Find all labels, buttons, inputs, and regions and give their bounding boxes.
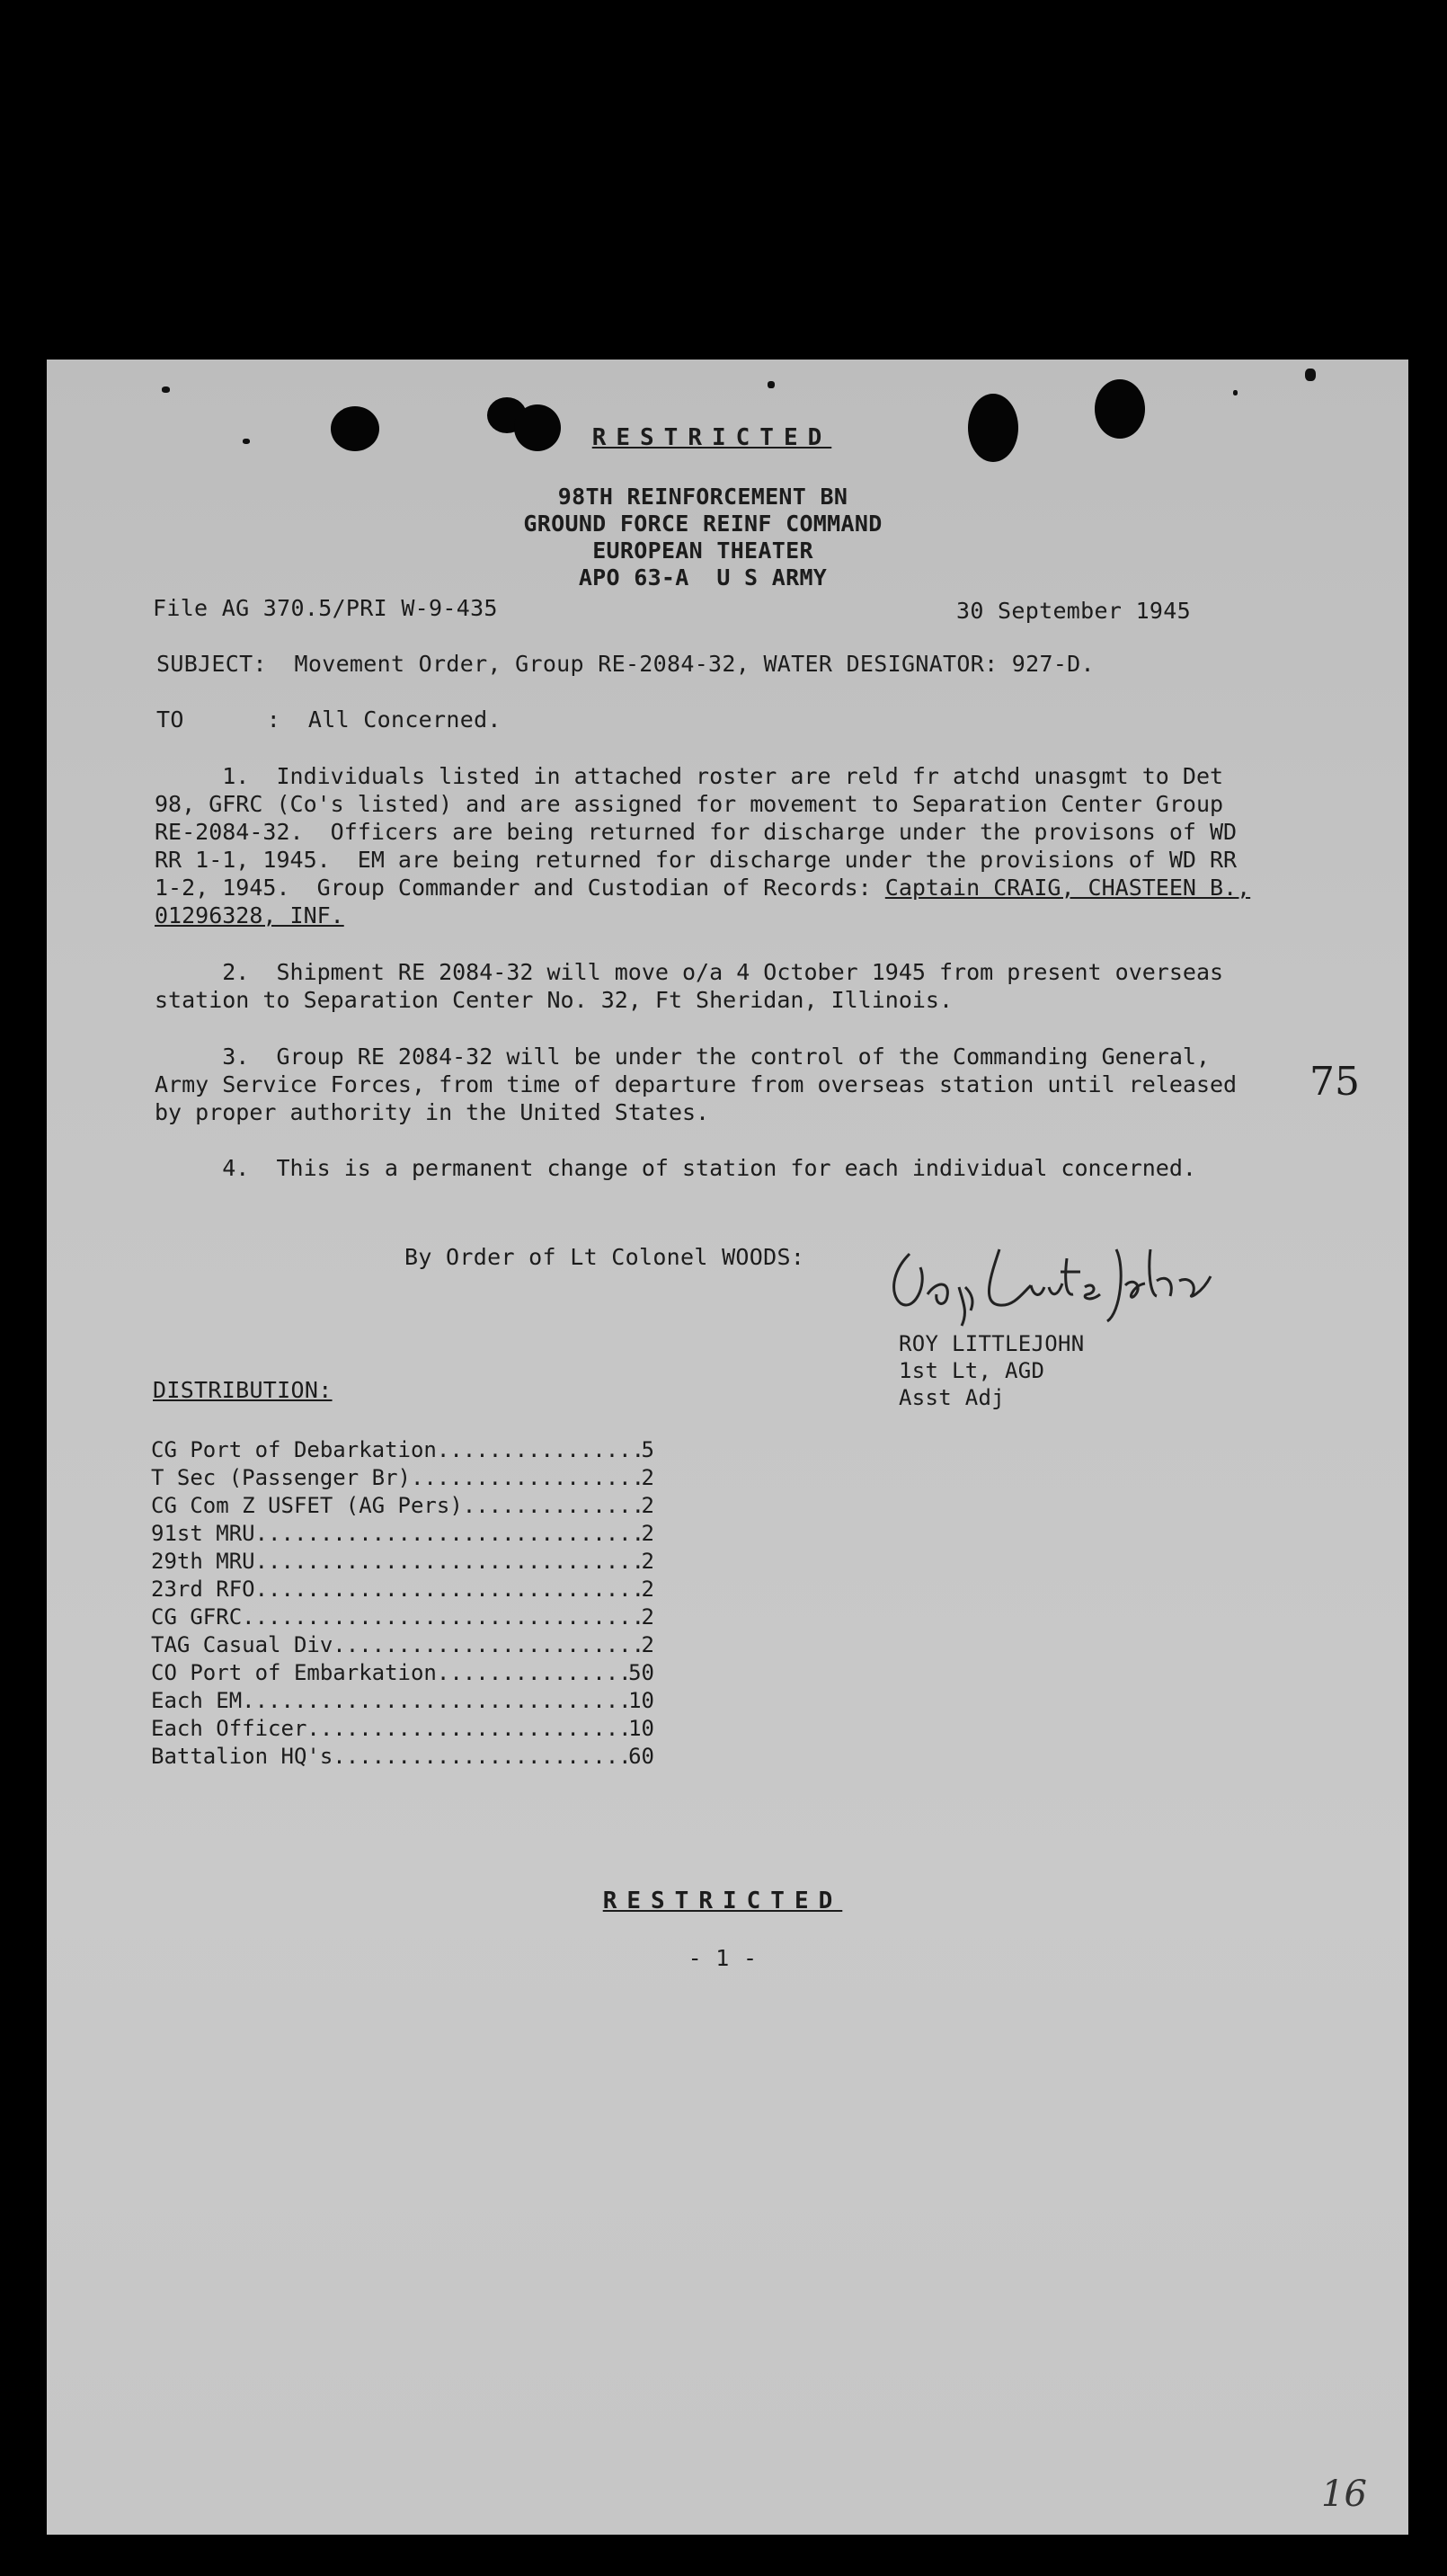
distribution-count: 10	[628, 1688, 654, 1713]
signer-rank: 1st Lt, AGD	[899, 1358, 1045, 1383]
unit-line-4: APO 63-A U S ARMY	[578, 564, 828, 591]
paragraph-3-line: 3. Group RE 2084-32 will be under the control of the Commanding General,	[155, 1044, 1210, 1070]
distribution-row	[151, 1631, 654, 1659]
dot-leader	[255, 1548, 642, 1576]
distribution-row	[151, 1659, 654, 1687]
distribution-row	[151, 1464, 654, 1492]
dot-leader	[437, 1436, 642, 1464]
punch-hole	[968, 394, 1018, 462]
dot-leader	[255, 1576, 642, 1603]
file-reference: File AG 370.5/PRI W-9-435	[153, 595, 498, 621]
distribution-row	[151, 1687, 654, 1715]
distribution-recipient: 23rd RFO	[151, 1577, 255, 1602]
distribution-recipient: Battalion HQ's	[151, 1744, 333, 1769]
distribution-recipient: Each Officer	[151, 1716, 307, 1741]
archive-page-number: 16	[1321, 2474, 1367, 2515]
paragraph-1-text: 1-2, 1945. Group Commander and Custodian of Records:	[155, 875, 885, 901]
paragraph-1-line: 98, GFRC (Co's listed) and are assigned for movement to Separation Center Group	[155, 791, 1224, 817]
paragraph-3-line: by proper authority in the United States.	[155, 1099, 710, 1125]
distribution-row	[151, 1576, 654, 1603]
classification-top: RESTRICTED	[591, 424, 832, 451]
distribution-recipient: 29th MRU	[151, 1549, 255, 1574]
distribution-count: 2	[641, 1549, 654, 1574]
unit-line-1: 98TH REINFORCEMENT BN	[557, 484, 848, 510]
punch-hole	[331, 406, 379, 451]
unit-line-2: GROUND FORCE REINF COMMAND	[523, 511, 883, 537]
distribution-list	[151, 1436, 654, 1771]
speck	[1233, 390, 1238, 395]
distribution-count: 2	[641, 1521, 654, 1546]
distribution-recipient: CO Port of Embarkation	[151, 1660, 437, 1685]
paragraph-4-line: 4. This is a permanent change of station for each individual concerned.	[155, 1155, 1196, 1181]
speck	[243, 439, 250, 444]
distribution-count: 2	[641, 1604, 654, 1630]
to-line: TO : All Concerned.	[156, 706, 502, 733]
distribution-count: 10	[628, 1716, 654, 1741]
signer-title: Asst Adj	[899, 1385, 1005, 1410]
custodian-serial: 01296328, INF.	[155, 902, 344, 928]
dot-leader	[437, 1659, 628, 1687]
speck	[162, 386, 170, 393]
handwritten-signature	[865, 1231, 1242, 1330]
paragraph-1-line: 1. Individuals listed in attached roster are reld fr atchd unasgmt to Det	[155, 763, 1224, 789]
distribution-row	[151, 1520, 654, 1548]
distribution-count: 5	[641, 1437, 654, 1462]
document-page	[47, 360, 1408, 2535]
paragraph-3-line: Army Service Forces, from time of departure from overseas station until released	[155, 1071, 1238, 1097]
distribution-row	[151, 1743, 654, 1771]
distribution-count: 2	[641, 1577, 654, 1602]
distribution-count: 2	[641, 1632, 654, 1657]
distribution-count: 60	[628, 1744, 654, 1769]
document-date: 30 September 1945	[956, 598, 1191, 624]
distribution-row	[151, 1492, 654, 1520]
dot-leader	[463, 1492, 642, 1520]
distribution-count: 2	[641, 1493, 654, 1518]
distribution-row	[151, 1436, 654, 1464]
dot-leader	[306, 1715, 628, 1743]
distribution-row	[151, 1715, 654, 1743]
unit-line-3: EUROPEAN THEATER	[592, 537, 813, 564]
custodian-name: Captain CRAIG, CHASTEEN B.,	[884, 875, 1251, 901]
distribution-row	[151, 1603, 654, 1631]
distribution-row	[151, 1548, 654, 1576]
paragraph-1-line	[155, 874, 1250, 902]
distribution-heading: DISTRIBUTION:	[153, 1377, 333, 1403]
distribution-recipient: CG GFRC	[151, 1604, 243, 1630]
paragraph-1-line: RR 1-1, 1945. EM are being returned for discharge under the provisions of WD RR	[155, 847, 1238, 873]
speck	[768, 381, 775, 388]
dot-leader	[333, 1743, 628, 1771]
dot-leader	[242, 1687, 628, 1715]
dot-leader	[255, 1520, 642, 1548]
distribution-count: 50	[628, 1660, 654, 1685]
classification-bottom: RESTRICTED	[602, 1888, 843, 1914]
punch-hole	[1095, 379, 1145, 439]
order-line: By Order of Lt Colonel WOODS:	[404, 1244, 805, 1270]
paragraph-1-line: RE-2084-32. Officers are being returned for discharge under the provisons of WD	[155, 819, 1238, 845]
distribution-recipient: Each EM	[151, 1688, 243, 1713]
paragraph-2-line: 2. Shipment RE 2084-32 will move o/a 4 October 1945 from present overseas	[155, 959, 1224, 985]
signer-name: ROY LITTLEJOHN	[899, 1331, 1085, 1356]
dot-leader	[411, 1464, 642, 1492]
paragraph-2-line: station to Separation Center No. 32, Ft Sheridan, Illinois.	[155, 987, 954, 1013]
distribution-recipient: CG Port of Debarkation	[151, 1437, 437, 1462]
page-number: - 1 -	[688, 1945, 758, 1971]
distribution-count: 2	[641, 1465, 654, 1490]
distribution-recipient: 91st MRU	[151, 1521, 255, 1546]
speck	[1305, 369, 1316, 381]
dot-leader	[333, 1631, 641, 1659]
distribution-recipient: CG Com Z USFET (AG Pers)	[151, 1493, 463, 1518]
margin-page-number: 75	[1309, 1059, 1360, 1105]
distribution-recipient: T Sec (Passenger Br)	[151, 1465, 411, 1490]
distribution-recipient: TAG Casual Div	[151, 1632, 333, 1657]
subject-line: SUBJECT: Movement Order, Group RE-2084-32, WATER DESIGNATOR: 927-D.	[156, 651, 1095, 677]
dot-leader	[242, 1603, 641, 1631]
